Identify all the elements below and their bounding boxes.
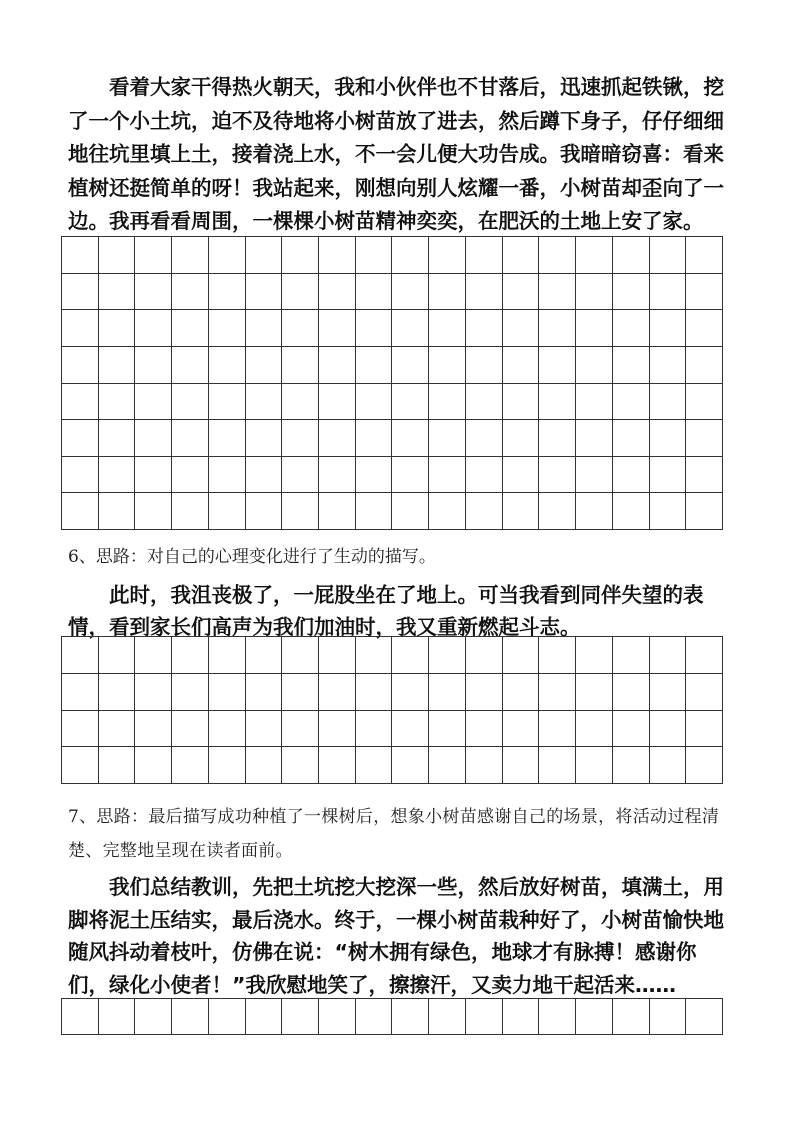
grid-cell	[209, 274, 246, 311]
grid-cell	[576, 274, 613, 311]
grid-cell	[392, 493, 429, 530]
grid-cell	[539, 457, 576, 494]
grid-cell	[650, 384, 687, 421]
grid-cell	[613, 274, 650, 311]
grid-cell	[686, 999, 723, 1035]
grid-cell	[282, 674, 319, 711]
grid-cell	[686, 493, 723, 530]
grid-cell	[246, 274, 283, 311]
grid-cell	[62, 237, 99, 274]
grid-cell	[650, 274, 687, 311]
grid-cell	[576, 237, 613, 274]
grid-cell	[503, 493, 540, 530]
grid-cell	[429, 711, 466, 748]
grid-cell	[429, 674, 466, 711]
grid-cell	[172, 384, 209, 421]
grid-cell	[135, 310, 172, 347]
grid-cell	[209, 637, 246, 674]
grid-cell	[392, 711, 429, 748]
grid-cell	[62, 674, 99, 711]
grid-cell	[172, 674, 209, 711]
grid-cell	[356, 711, 393, 748]
grid-cell	[99, 274, 136, 311]
grid-cell	[99, 384, 136, 421]
grid-cell	[319, 637, 356, 674]
grid-cell	[613, 347, 650, 384]
grid-cell	[62, 637, 99, 674]
grid-cell	[246, 674, 283, 711]
grid-cell	[392, 310, 429, 347]
story-paragraph-2: 此时，我沮丧极了，一屁股坐在了地上。可当我看到同伴失望的表情，看到家长们高声为我们加油时，我又重新燃起斗志。	[68, 583, 704, 639]
note-6: 6、思路：对自己的心理变化进行了生动的描写。	[68, 547, 436, 567]
grid-cell	[209, 457, 246, 494]
grid-cell	[99, 711, 136, 748]
grid-cell	[99, 420, 136, 457]
grid-cell	[356, 274, 393, 311]
grid-cell	[503, 711, 540, 748]
grid-cell	[539, 999, 576, 1035]
grid-cell	[503, 310, 540, 347]
grid-cell	[539, 310, 576, 347]
grid-cell	[246, 637, 283, 674]
story-paragraph-1: 看着大家干得热火朝天，我和小伙伴也不甘落后，迅速抓起铁锹，挖了一个小土坑，迫不及待地将小树苗放了进去，然后蹲下身子，仔仔细细地往坑里填上土，接着浇上水，不一会儿便大功告成。我暗暗窃喜：看来植树还挺简单的呀！我站起来，刚想向别人炫耀一番，小树苗却歪向了一边。我再看看周围，一棵棵小树苗精神奕奕，在肥沃的土地上安了家。	[68, 75, 724, 233]
grid-cell	[246, 347, 283, 384]
grid-cell	[576, 310, 613, 347]
grid-cell	[466, 711, 503, 748]
grid-cell	[282, 310, 319, 347]
grid-cell	[135, 420, 172, 457]
grid-cell	[356, 347, 393, 384]
grid-cell	[319, 384, 356, 421]
grid-cell	[62, 999, 99, 1035]
grid-cell	[392, 457, 429, 494]
grid-cell	[319, 457, 356, 494]
grid-cell	[650, 999, 687, 1035]
grid-cell	[576, 999, 613, 1035]
grid-cell	[282, 711, 319, 748]
grid-cell	[62, 347, 99, 384]
grid-cell	[392, 237, 429, 274]
grid-cell	[172, 420, 209, 457]
grid-cell	[209, 384, 246, 421]
grid-cell	[686, 637, 723, 674]
grid-cell	[62, 310, 99, 347]
grid-cell	[503, 674, 540, 711]
grid-cell	[99, 637, 136, 674]
grid-cell	[503, 420, 540, 457]
grid-cell	[172, 493, 209, 530]
grid-cell	[650, 420, 687, 457]
grid-cell	[466, 637, 503, 674]
grid-cell	[62, 274, 99, 311]
grid-cell	[466, 747, 503, 784]
grid-cell	[135, 237, 172, 274]
grid-cell	[282, 999, 319, 1035]
grid-cell	[503, 237, 540, 274]
grid-cell	[613, 310, 650, 347]
grid-cell	[466, 310, 503, 347]
grid-cell	[686, 310, 723, 347]
grid-cell	[319, 274, 356, 311]
grid-cell	[466, 384, 503, 421]
grid-cell	[172, 999, 209, 1035]
grid-cell	[576, 420, 613, 457]
grid-cell	[539, 274, 576, 311]
grid-cell	[135, 347, 172, 384]
grid-cell	[650, 493, 687, 530]
grid-cell	[135, 274, 172, 311]
grid-cell	[613, 457, 650, 494]
grid-cell	[539, 384, 576, 421]
grid-cell	[209, 237, 246, 274]
grid-cell	[135, 674, 172, 711]
grid-cell	[99, 237, 136, 274]
grid-cell	[319, 711, 356, 748]
grid-cell	[503, 384, 540, 421]
grid-cell	[135, 747, 172, 784]
grid-cell	[319, 493, 356, 530]
grid-cell	[99, 999, 136, 1035]
grid-cell	[282, 274, 319, 311]
grid-cell	[319, 674, 356, 711]
grid-cell	[282, 237, 319, 274]
grid-cell	[246, 237, 283, 274]
grid-cell	[392, 999, 429, 1035]
grid-cell	[650, 637, 687, 674]
grid-cell	[172, 237, 209, 274]
grid-cell	[282, 384, 319, 421]
grid-cell	[246, 420, 283, 457]
grid-cell	[503, 999, 540, 1035]
grid-cell	[135, 457, 172, 494]
grid-cell	[392, 274, 429, 311]
grid-cell	[319, 237, 356, 274]
grid-cell	[503, 347, 540, 384]
grid-cell	[246, 493, 283, 530]
grid-cell	[429, 237, 466, 274]
grid-cell	[246, 457, 283, 494]
grid-cell	[99, 674, 136, 711]
grid-cell	[356, 999, 393, 1035]
grid-cell	[613, 747, 650, 784]
grid-cell	[429, 420, 466, 457]
grid-cell	[209, 420, 246, 457]
grid-cell	[209, 310, 246, 347]
grid-cell	[466, 274, 503, 311]
grid-cell	[539, 347, 576, 384]
grid-cell	[392, 347, 429, 384]
grid-cell	[686, 274, 723, 311]
grid-cell	[392, 384, 429, 421]
grid-cell	[429, 347, 466, 384]
grid-cell	[246, 384, 283, 421]
grid-cell	[246, 747, 283, 784]
grid-cell	[62, 711, 99, 748]
grid-cell	[246, 711, 283, 748]
writing-grid-2	[61, 636, 723, 784]
grid-cell	[429, 310, 466, 347]
grid-cell	[392, 747, 429, 784]
grid-cell	[686, 674, 723, 711]
grid-cell	[99, 310, 136, 347]
grid-cell	[135, 384, 172, 421]
grid-cell	[62, 747, 99, 784]
grid-cell	[99, 457, 136, 494]
grid-cell	[503, 457, 540, 494]
grid-cell	[686, 747, 723, 784]
grid-cell	[172, 637, 209, 674]
grid-cell	[466, 457, 503, 494]
grid-cell	[466, 493, 503, 530]
grid-cell	[539, 420, 576, 457]
grid-cell	[576, 493, 613, 530]
grid-cell	[172, 711, 209, 748]
grid-cell	[539, 711, 576, 748]
grid-cell	[650, 457, 687, 494]
grid-cell	[539, 637, 576, 674]
grid-cell	[613, 711, 650, 748]
grid-cell	[62, 493, 99, 530]
grid-cell	[429, 493, 466, 530]
grid-cell	[466, 674, 503, 711]
grid-cell	[62, 457, 99, 494]
grid-cell	[576, 347, 613, 384]
story-paragraph-3: 我们总结教训，先把土坑挖大挖深一些，然后放好树苗，填满土，用脚将泥土压结实，最后浇水。终于，一棵小树苗栽种好了，小树苗愉快地随风抖动着枝叶，仿佛在说：“树木拥有绿色，地球才有脉搏！感谢你们，绿化小使者！”我欣慰地笑了，擦擦汗，又卖力地干起活来……	[68, 875, 724, 997]
grid-cell	[356, 674, 393, 711]
grid-cell	[650, 674, 687, 711]
grid-cell	[429, 747, 466, 784]
grid-cell	[172, 457, 209, 494]
grid-cell	[466, 347, 503, 384]
grid-cell	[613, 637, 650, 674]
grid-cell	[686, 457, 723, 494]
grid-cell	[392, 674, 429, 711]
grid-cell	[99, 493, 136, 530]
grid-cell	[246, 310, 283, 347]
grid-cell	[282, 420, 319, 457]
grid-cell	[99, 347, 136, 384]
grid-cell	[282, 493, 319, 530]
grid-cell	[429, 274, 466, 311]
grid-cell	[503, 747, 540, 784]
grid-cell	[650, 347, 687, 384]
grid-cell	[686, 237, 723, 274]
grid-cell	[576, 384, 613, 421]
grid-cell	[135, 493, 172, 530]
grid-cell	[686, 347, 723, 384]
grid-cell	[576, 637, 613, 674]
grid-cell	[356, 747, 393, 784]
grid-cell	[613, 999, 650, 1035]
grid-cell	[356, 493, 393, 530]
grid-cell	[650, 237, 687, 274]
grid-cell	[576, 674, 613, 711]
grid-cell	[503, 274, 540, 311]
grid-cell	[429, 999, 466, 1035]
grid-cell	[209, 711, 246, 748]
grid-cell	[62, 384, 99, 421]
grid-cell	[392, 637, 429, 674]
grid-cell	[209, 493, 246, 530]
grid-cell	[135, 711, 172, 748]
grid-cell	[429, 384, 466, 421]
grid-cell	[539, 237, 576, 274]
grid-cell	[613, 420, 650, 457]
grid-cell	[576, 747, 613, 784]
writing-grid-1	[61, 236, 723, 530]
grid-cell	[172, 310, 209, 347]
grid-cell	[686, 384, 723, 421]
grid-cell	[209, 747, 246, 784]
grid-cell	[319, 420, 356, 457]
grid-cell	[686, 711, 723, 748]
grid-cell	[686, 420, 723, 457]
grid-cell	[613, 493, 650, 530]
grid-cell	[356, 457, 393, 494]
grid-cell	[429, 457, 466, 494]
grid-cell	[503, 637, 540, 674]
grid-cell	[613, 237, 650, 274]
grid-cell	[356, 384, 393, 421]
grid-cell	[172, 347, 209, 384]
grid-cell	[576, 711, 613, 748]
grid-cell	[466, 237, 503, 274]
grid-cell	[319, 999, 356, 1035]
grid-cell	[356, 310, 393, 347]
grid-cell	[392, 420, 429, 457]
grid-cell	[135, 999, 172, 1035]
grid-cell	[650, 711, 687, 748]
grid-cell	[613, 674, 650, 711]
grid-cell	[172, 747, 209, 784]
grid-cell	[319, 747, 356, 784]
note-7: 7、思路：最后描写成功种植了一棵树后，想象小树苗感谢自己的场景，将活动过程清楚、完整地呈现在读者面前。	[68, 807, 720, 861]
grid-cell	[576, 457, 613, 494]
grid-cell	[282, 747, 319, 784]
grid-cell	[539, 747, 576, 784]
grid-cell	[466, 420, 503, 457]
grid-cell	[650, 747, 687, 784]
grid-cell	[539, 493, 576, 530]
grid-cell	[209, 674, 246, 711]
grid-cell	[356, 420, 393, 457]
grid-cell	[246, 999, 283, 1035]
grid-cell	[650, 310, 687, 347]
grid-cell	[172, 274, 209, 311]
grid-cell	[539, 674, 576, 711]
grid-cell	[429, 637, 466, 674]
grid-cell	[209, 347, 246, 384]
grid-cell	[99, 747, 136, 784]
grid-cell	[209, 999, 246, 1035]
grid-cell	[135, 637, 172, 674]
grid-cell	[282, 457, 319, 494]
grid-cell	[62, 420, 99, 457]
grid-cell	[282, 347, 319, 384]
grid-cell	[319, 347, 356, 384]
grid-cell	[466, 999, 503, 1035]
writing-grid-3	[61, 998, 723, 1035]
grid-cell	[319, 310, 356, 347]
grid-cell	[282, 637, 319, 674]
grid-cell	[356, 237, 393, 274]
grid-cell	[356, 637, 393, 674]
grid-cell	[613, 384, 650, 421]
